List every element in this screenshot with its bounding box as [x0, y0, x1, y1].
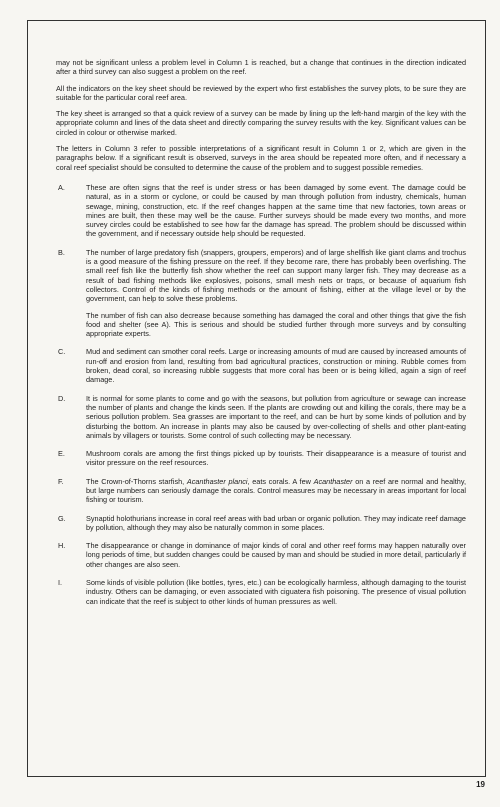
interpretation-a [56, 183, 466, 239]
item-text [86, 477, 466, 505]
item-text: The disappearance or change in dominance of major kinds of coral and other reef forms may happen naturally over long periods of time, but sudden changes could be caused by man and should be studied in more detail, particularly if other changes are also seen. [86, 541, 466, 569]
item-letter: B. [58, 247, 65, 257]
item-letter: D. [58, 393, 66, 403]
page-content [56, 58, 466, 615]
item-text: These are often signs that the reef is under stress or has been damaged by some event. The damage could be natural, as in a storm or cyclone, or could be caused by man through pollution from industry, chemicals, human sewage, mining, construction, etc. If the reef changes happen at the same time that new factories, town areas or mines are built, then these may well be the cause. Further surveys should be made every two months, and more survey circles could be established to see how far the damage has spread. The problem should be discussed within the government, and if necessary outside help should be requested. [86, 182, 466, 239]
interpretation-i [56, 578, 466, 606]
item-letter: I. [58, 578, 63, 588]
interpretation-c [56, 347, 466, 384]
intro-paragraph-3: The key sheet is arranged so that a quick review of a survey can be made by lining up the left-hand margin of the key with the appropriate column and lines of the data sheet and directly comparing the survey results with the key. Significant values can be circled in colour or otherwise marked. [56, 109, 466, 137]
item-text: Some kinds of visible pollution (like bottles, tyres, etc.) can be ecologically harmless, although damaging to the tourist industry. Others can be damaging, or even associated with ciguatera fish poisoning. The presence of visual pollution can indicate that the reef is subject to other kinds of human pressures as well. [86, 578, 466, 606]
interpretation-f [56, 477, 466, 505]
item-text: Synaptid holothurians increase in coral reef areas with bad urban or organic pollution. They may indicate reef damage by pollution, although they may also be naturally common in some places. [86, 513, 466, 532]
item-letter: H. [58, 541, 66, 551]
text-segment: , eats corals. A few [247, 476, 314, 486]
intro-paragraph-2: All the indicators on the key sheet should be reviewed by the expert who first establishes the survey plots, to be sure they are suitable for the particular coral reef area. [56, 83, 466, 102]
item-letter: A. [58, 182, 65, 192]
species-name: Acanthaster planci [186, 476, 248, 486]
item-letter: F. [58, 476, 64, 486]
item-letter: G. [58, 513, 66, 523]
interpretation-d [56, 394, 466, 440]
text-segment: on a reef are normal and healthy, but large numbers can seriously damage the corals. Control measures may be necessary in areas important for local fishing or tourism. [86, 476, 466, 505]
item-text: Mushroom corals are among the first things picked up by tourists. Their disappearance is a measure of tourist and visitor pressure on the reef resources. [86, 449, 466, 468]
interpretation-g [56, 514, 466, 533]
item-text: The number of large predatory fish (snappers, groupers, emperors) and of large shellfish like giant clams and trochus is a good measure of the fishing pressure on the reef. If they become rare, there has probably been overfishing. The small reef fish like the butterfly fish show whether the reef can support many larger fish. They may decrease as a result of bad fishing methods like explosives, poisons, small mesh nets or traps, or because of aquarium fish collectors. Control of the kinds of fishing methods or the amount of fishing, either at the village level or by the government, can help to solve these problems. [86, 247, 466, 304]
item-letter: C. [58, 347, 66, 357]
interpretation-e [56, 449, 466, 468]
text-segment: The Crown-of-Thorns starfish, [86, 476, 187, 486]
item-text: Mud and sediment can smother coral reefs. Large or increasing amounts of mud are caused by increased amounts of run-off and erosion from land, resulting from bad agricultural practices, construction or mining. Rubble comes from broken, dead coral, so increasing rubble suggests that more coral has been or is being killed, again a sign of reef damage. [86, 347, 466, 385]
interpretation-b [56, 248, 466, 339]
interpretation-h [56, 541, 466, 569]
species-name: Acanthaster [313, 476, 353, 486]
item-letter: E. [58, 449, 65, 459]
page-number: 19 [476, 780, 485, 789]
intro-paragraph-1: may not be significant unless a problem level in Column 1 is reached, but a change that continues in the direction indicated after a third survey can also suggest a problem on the reef. [56, 58, 466, 77]
item-text: It is normal for some plants to come and go with the seasons, but pollution from agriculture or sewage can increase the number of plants and change the kinds seen. If the plants are crowding out and killing the corals, there may be a serious pollution problem. Sea grasses are important to the reef, and can be hurt by some kinds of pollution and by disturbing the bottom. An increase in plants may also be caused by over-collecting of shells and other plant-eating animals by villagers or tourists. Some control of such collecting may be necessary. [86, 393, 466, 440]
item-text-continued: The number of fish can also decrease because something has damaged the coral and other things that give the fish food and shelter (see A). This is serious and should be studied further through more surveys and by consulting appropriate experts. [86, 310, 466, 339]
intro-paragraph-4: The letters in Column 3 refer to possible interpretations of a significant result in Column 1 or 2, which are given in the paragraphs below. If a significant result is observed, surveys in the area should be repeated more often, and if necessary a coral reef specialist should be consulted to determine the cause of the problem and to suggest possible remedies. [56, 144, 466, 172]
